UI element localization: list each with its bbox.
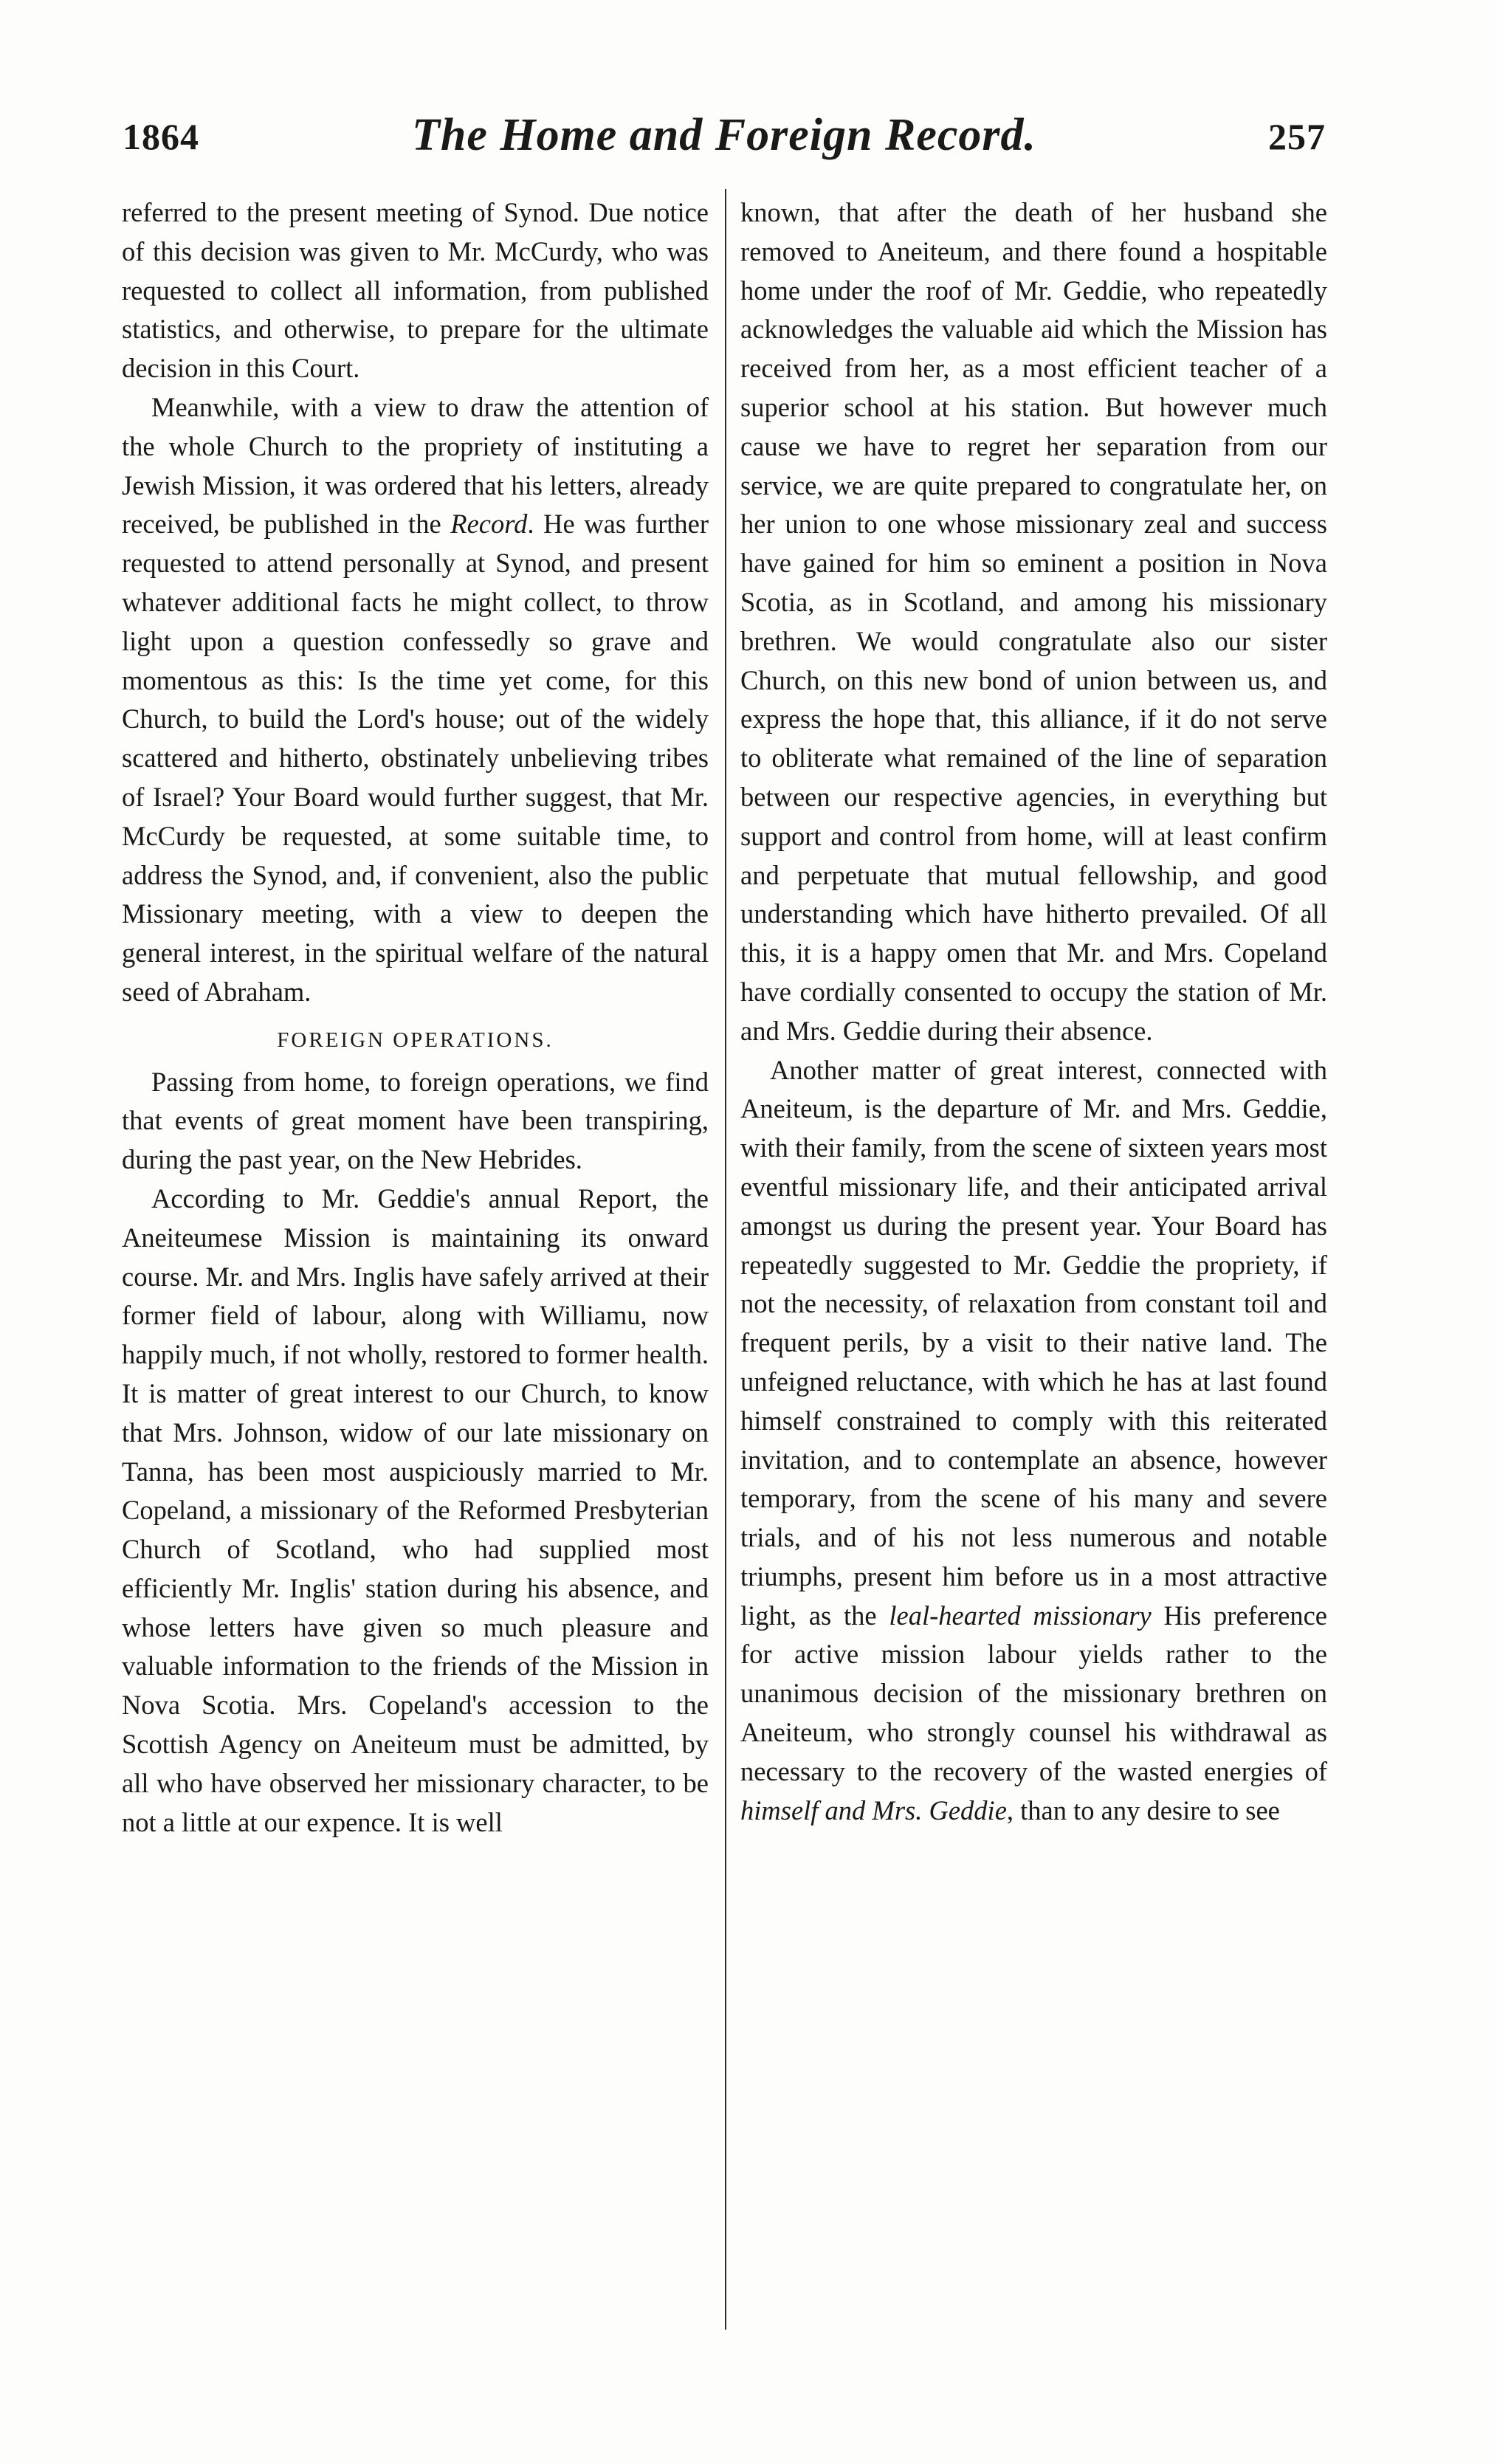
right-paragraph-2 — [740, 1051, 1327, 1831]
right-paragraph-1: known, that after the death of her husband she removed to Aneiteum, and there found a hospitable home under the roof of Mr. Geddie, who repeatedly acknowledges the valuable aid which the Mission has received from her, as a most efficient teacher of a superior school at his station. But however much cause we have to regret her separation from our service, we are quite prepared to congratulate her, on her union to one whose missionary zeal and success have gained for him so eminent a position in Nova Scotia, as in Scotland, and among his missionary brethren. We would congratulate also our sister Church, on this new bond of union between us, and express the hope that, this alliance, if it do not serve to obliterate what remained of the line of separation between our respective agencies, in everything but support and control from home, will at least confirm and perpetuate that mutual fellowship, and good understanding which have hitherto prevailed. Of all this, it is a happy omen that Mr. and Mrs. Copeland have cordially consented to occupy the station of Mr. and Mrs. Geddie during their absence. — [740, 197, 1327, 1046]
left-column — [122, 193, 709, 2297]
record-title-italic: Record — [450, 509, 528, 540]
left-paragraph-2 — [122, 388, 709, 1012]
leal-hearted-italic: leal-hearted missionary — [889, 1600, 1152, 1631]
page-number: 257 — [1268, 116, 1326, 157]
left-paragraph-3: Passing from home, to foreign operations, we find that events of great moment have been transpiring, during the past year, on the New Hebrides. — [122, 1066, 709, 1175]
right-column — [740, 193, 1327, 2297]
section-heading-foreign-operations: FOREIGN OPERATIONS. — [277, 1028, 554, 1052]
left-paragraph-2-text-a: Meanwhile, with a view to draw the attention of the whole Church to the propriety of instituting a Jewish Mission, it was ordered that his letters, already received, be published in the — [122, 391, 709, 540]
header-year: 1864 — [123, 116, 199, 157]
column-divider — [725, 189, 726, 2330]
left-paragraph-1: referred to the present meeting of Synod. Due notice of this decision was given to Mr. McCurdy, who was requested to collect all information, from published statistics, and otherwise, to prepare for the ultimate decision in this Court. — [122, 197, 709, 384]
himself-and-mrs-geddie-italic: himself and Mrs. Geddie — [740, 1794, 1007, 1825]
right-paragraph-2-text-c: , than to any desire to see — [1006, 1794, 1280, 1825]
left-paragraph-4: According to Mr. Geddie's annual Report, the Aneiteumese Mission is maintaining its onward course. Mr. and Mrs. Inglis have safely arrived at their former field of labour, along with Williamu, now happily much, if not wholly, restored to former health. It is matter of great interest to our Church, to know that Mrs. Johnson, widow of our late missionary on Tanna, has been most auspiciously married to Mr. Copeland, a missionary of the Reformed Presbyterian Church of Scotland, who had supplied most efficiently Mr. Inglis' station during his absence, and whose letters have given so much pleasure and valuable information to the friends of the Mission in Nova Scotia. Mrs. Copeland's accession to the Scottish Agency on Aneiteum must be admitted, by all who have observed her missionary character, to be not a little at our expence. It is well — [122, 1183, 709, 1837]
journal-title: The Home and Foreign Record. — [411, 110, 1037, 160]
left-paragraph-2-text-b: . He was further requested to attend personally at Synod, and present whatever additional facts he might collect, to throw light upon a question confessedly so grave and momentous as this: Is the time yet come, for this Church, to build the Lord's house; out of the widely scattered and hitherto, obstinately unbelieving tribes of Israel? Your Board would further suggest, that Mr. McCurdy be requested, at some suitable time, to address the Synod, and, if convenient, also the public Missionary meeting, with a view to deepen the general interest, in the spiritual welfare of the natural seed of Abraham. — [122, 509, 709, 1007]
right-paragraph-2-text-a: Another matter of great interest, connected with Aneiteum, is the departure of Mr. and Mrs. Geddie, with their family, from the scene of sixteen years most eventful missionary life, and their anticipated arrival amongst us during the present year. Your Board has repeatedly suggested to Mr. Geddie the propriety, if not the necessity, of relaxation from constant toil and frequent perils, by a visit to their native land. The unfeigned reluctance, with which he has at last found himself constrained to comply with this reiterated invitation, and to contemplate an absence, however temporary, from the scene of his many and severe trials, and of his not less numerous and notable triumphs, present him before us in a most attractive light, as the — [740, 1054, 1327, 1631]
running-header — [123, 109, 1326, 168]
right-paragraph-2-text-b: His preference for active mission labour yields rather to the unanimous decision of the missionary brethren on Aneiteum, who strongly counsel his withdrawal as necessary to the recovery of the wasted energies of — [740, 1600, 1327, 1786]
